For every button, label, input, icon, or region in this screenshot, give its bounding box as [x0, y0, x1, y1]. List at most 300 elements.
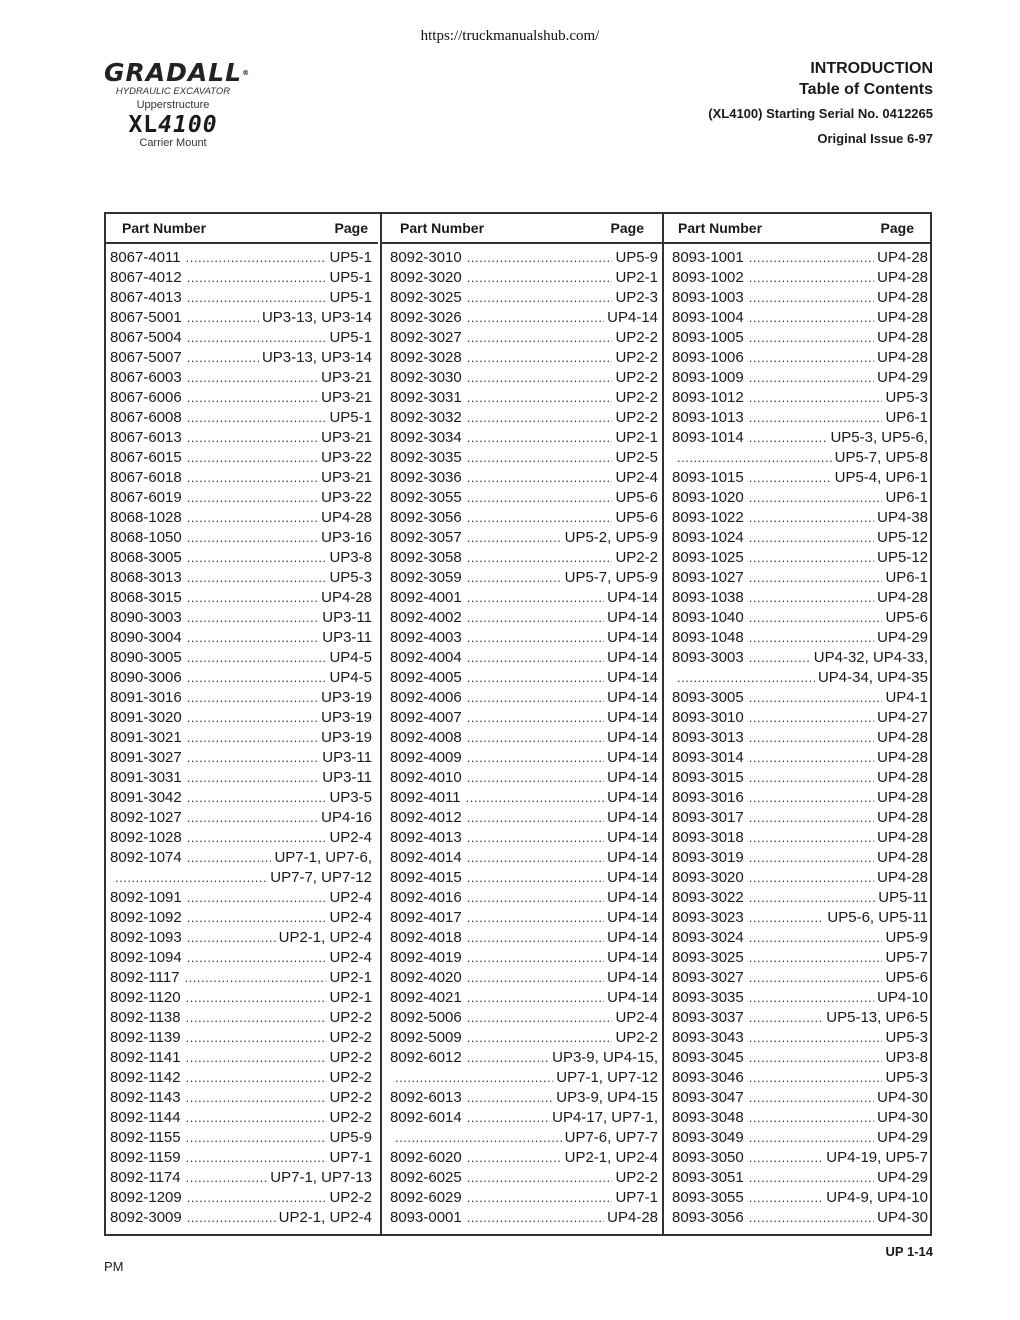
page-reference: UP2-2: [615, 1169, 658, 1186]
index-entry: [106, 1128, 378, 1148]
page-reference: UP4-14: [607, 849, 658, 866]
page-reference: UP2-1: [615, 269, 658, 286]
page-reference: UP3-8: [885, 1049, 928, 1066]
index-entry: [664, 268, 932, 288]
index-entry: [664, 408, 932, 428]
part-number: 8093-3025: [672, 949, 744, 966]
index-entry: [382, 308, 662, 328]
part-number: 8093-3013: [672, 729, 744, 746]
dot-leader: [186, 1128, 327, 1148]
page-reference: UP5-3: [885, 1029, 928, 1046]
page-reference: UP4-14: [607, 789, 658, 806]
index-entry: [664, 1208, 932, 1228]
page-reference: UP4-14: [607, 989, 658, 1006]
dot-leader: [749, 948, 883, 968]
index-entry: [382, 248, 662, 268]
dot-leader: [187, 508, 318, 528]
index-entry: [106, 608, 378, 628]
part-number: 8093-1005: [672, 329, 744, 346]
dot-leader: [187, 888, 327, 908]
index-entry: [106, 268, 378, 288]
part-number: 8093-1006: [672, 349, 744, 366]
page-reference: UP4-14: [607, 929, 658, 946]
part-number: 8092-3009: [110, 1209, 182, 1226]
part-number: 8092-3028: [390, 349, 462, 366]
part-number: 8092-3035: [390, 449, 462, 466]
index-entry: [664, 448, 932, 468]
index-entry: [382, 1208, 662, 1228]
index-entry: [664, 668, 932, 688]
dot-leader: [467, 328, 613, 348]
dot-leader: [467, 728, 604, 748]
index-entry: [382, 408, 662, 428]
part-number: 8092-6029: [390, 1189, 462, 1206]
part-number: 8092-3026: [390, 309, 462, 326]
index-entry: [106, 428, 378, 448]
page-reference: UP3-21: [321, 469, 372, 486]
dot-leader: [187, 688, 318, 708]
dot-leader: [187, 668, 327, 688]
part-number: 8090-3005: [110, 649, 182, 666]
index-entry: [382, 928, 662, 948]
index-entry: [106, 728, 378, 748]
upperstructure-label: Upperstructure: [136, 99, 210, 111]
part-number: 8092-1155: [110, 1129, 181, 1146]
dot-leader: [467, 348, 613, 368]
dot-leader: [467, 368, 613, 388]
index-entry: [382, 668, 662, 688]
part-number: 8092-4002: [390, 609, 462, 626]
part-number: 8093-3024: [672, 929, 744, 946]
part-number: 8093-3049: [672, 1129, 744, 1146]
page-reference: UP5-12: [877, 549, 928, 566]
dot-leader: [467, 588, 604, 608]
part-number: 8092-4007: [390, 709, 462, 726]
part-number: 8067-4012: [110, 269, 182, 286]
page-reference: UP5-13, UP6-5: [826, 1009, 928, 1026]
dot-leader: [749, 348, 874, 368]
dot-leader: [467, 268, 613, 288]
page-number: UP 1-14: [885, 1244, 933, 1259]
part-number: 8092-4020: [390, 969, 462, 986]
page-reference: UP7-1: [615, 1189, 658, 1206]
page-reference: UP2-4: [329, 949, 372, 966]
index-entry: [664, 788, 932, 808]
part-number: 8092-4021: [390, 989, 462, 1006]
dot-leader: [467, 408, 613, 428]
index-entry: [382, 448, 662, 468]
part-number: 8092-4018: [390, 929, 462, 946]
part-number: 8068-3013: [110, 569, 182, 586]
dot-leader: [749, 1088, 874, 1108]
page-reference: UP5-4, UP6-1: [834, 469, 928, 486]
index-entry: [106, 588, 378, 608]
dot-leader: [186, 1088, 327, 1108]
page-reference: UP4-14: [607, 829, 658, 846]
index-entry: [106, 908, 378, 928]
part-number: 8093-3055: [672, 1189, 744, 1206]
page-reference: UP2-2: [329, 1089, 372, 1106]
page-reference: UP4-28: [877, 269, 928, 286]
page-reference: UP5-6: [615, 489, 658, 506]
part-number: 8093-1015: [672, 469, 744, 486]
part-number: 8092-4011: [390, 789, 461, 806]
dot-leader: [749, 848, 874, 868]
page-reference: UP5-3: [885, 1069, 928, 1086]
dot-leader: [395, 1128, 562, 1148]
index-entry: [382, 528, 662, 548]
dot-leader: [187, 488, 318, 508]
dot-leader: [749, 1008, 824, 1028]
index-entry: [382, 288, 662, 308]
dot-leader: [749, 788, 874, 808]
index-entry: [382, 268, 662, 288]
dot-leader: [467, 808, 604, 828]
dot-leader: [467, 848, 604, 868]
part-number: 8092-3025: [390, 289, 462, 306]
page-reference: UP4-9, UP4-10: [826, 1189, 928, 1206]
index-entry: [664, 1108, 932, 1128]
index-entry: [664, 908, 932, 928]
index-entry: [664, 748, 932, 768]
part-number: 8092-3056: [390, 509, 462, 526]
part-number: 8092-4013: [390, 829, 462, 846]
part-number-heading: Part Number: [400, 220, 485, 236]
page-reference: UP4-14: [607, 709, 658, 726]
page-reference: UP4-19, UP5-7: [826, 1149, 928, 1166]
dot-leader: [749, 808, 874, 828]
index-entry: [106, 408, 378, 428]
dot-leader: [187, 928, 276, 948]
part-number: 8093-1038: [672, 589, 744, 606]
index-entry: [106, 708, 378, 728]
index-entry: [382, 488, 662, 508]
page-reference: UP2-4: [615, 469, 658, 486]
index-entry: [382, 568, 662, 588]
index-entry: [664, 1128, 932, 1148]
index-entry: [664, 968, 932, 988]
index-entry: [106, 388, 378, 408]
index-entry: [106, 968, 378, 988]
part-number: 8093-1024: [672, 529, 744, 546]
page-reference: UP5-9: [615, 249, 658, 266]
dot-leader: [749, 688, 883, 708]
page-reference: UP5-7: [885, 949, 928, 966]
dot-leader: [749, 1108, 874, 1128]
page-reference: UP2-2: [615, 409, 658, 426]
page-reference: UP6-1: [885, 569, 928, 586]
page-reference: UP4-14: [607, 949, 658, 966]
page-reference: UP4-32, UP4-33,: [813, 649, 928, 666]
index-entry: [382, 388, 662, 408]
part-number: 8093-1020: [672, 489, 744, 506]
dot-leader: [749, 1168, 874, 1188]
index-entry: [106, 1048, 378, 1068]
index-entry: [664, 488, 932, 508]
part-number: 8093-3046: [672, 1069, 744, 1086]
page-reference: UP2-4: [329, 889, 372, 906]
index-entry: [664, 388, 932, 408]
part-number: 8090-3004: [110, 629, 182, 646]
part-number: 8093-3035: [672, 989, 744, 1006]
index-entry: [664, 768, 932, 788]
part-number: 8092-3057: [390, 529, 462, 546]
dot-leader: [467, 628, 604, 648]
part-number: 8092-1093: [110, 929, 182, 946]
index-entry: [664, 568, 932, 588]
page-reference: UP3-5: [329, 789, 372, 806]
index-entry: [106, 528, 378, 548]
dot-leader: [467, 688, 604, 708]
index-entry: [664, 328, 932, 348]
index-entry: [106, 788, 378, 808]
carrier-label: Carrier Mount: [139, 137, 207, 149]
part-number: 8092-4001: [390, 589, 462, 606]
part-number: 8067-6013: [110, 429, 182, 446]
index-entry: [106, 568, 378, 588]
index-entry: [106, 308, 378, 328]
part-number: 8092-4010: [390, 769, 462, 786]
index-entry: [382, 888, 662, 908]
part-number: 8093-1027: [672, 569, 744, 586]
dot-leader: [749, 748, 874, 768]
dot-leader: [467, 1008, 613, 1028]
part-number: 8092-1094: [110, 949, 182, 966]
index-entry: [382, 1028, 662, 1048]
part-number: 8092-1142: [110, 1069, 181, 1086]
page-reference: UP5-1: [329, 249, 372, 266]
page-reference: UP4-16: [321, 809, 372, 826]
dot-leader: [186, 248, 327, 268]
document-header: [708, 58, 933, 151]
part-number: 8092-4003: [390, 629, 462, 646]
page-reference: UP5-6: [615, 509, 658, 526]
part-number: 8067-5007: [110, 349, 182, 366]
index-entry: [382, 648, 662, 668]
index-entry: [106, 1108, 378, 1128]
page-reference: UP3-16: [321, 529, 372, 546]
index-entry: [664, 1168, 932, 1188]
dot-leader: [749, 628, 874, 648]
dot-leader: [749, 1208, 874, 1228]
page-reference: UP5-9: [329, 1129, 372, 1146]
page-reference: UP4-14: [607, 649, 658, 666]
page-reference: UP2-4: [329, 829, 372, 846]
index-entry: [664, 348, 932, 368]
part-number: 8092-1091: [110, 889, 182, 906]
page-reference: UP7-1: [329, 1149, 372, 1166]
page-reference: UP5-9: [885, 929, 928, 946]
dot-leader: [467, 488, 613, 508]
index-entry: [664, 1028, 932, 1048]
page-reference: UP5-6: [885, 609, 928, 626]
page-title: Table of Contents: [799, 81, 933, 98]
dot-leader: [187, 908, 327, 928]
index-entry: [106, 1008, 378, 1028]
dot-leader: [467, 248, 613, 268]
gradall-logo: [104, 58, 251, 150]
index-entry: [382, 1008, 662, 1028]
part-number: 8093-1013: [672, 409, 744, 426]
dot-leader: [749, 828, 874, 848]
part-number: 8092-3027: [390, 329, 462, 346]
source-url[interactable]: https://truckmanualshub.com/: [420, 28, 600, 44]
dot-leader: [467, 908, 604, 928]
index-entry: [382, 608, 662, 628]
dot-leader: [187, 708, 318, 728]
dot-leader: [467, 388, 613, 408]
dot-leader: [187, 268, 327, 288]
index-entry: [106, 348, 378, 368]
dot-leader: [749, 708, 874, 728]
dot-leader: [467, 1048, 549, 1068]
dot-leader: [187, 368, 318, 388]
index-entry: [664, 608, 932, 628]
section-title: INTRODUCTION: [810, 60, 933, 77]
part-number: 8093-3045: [672, 1049, 744, 1066]
footer-mark: PM: [104, 1259, 124, 1274]
dot-leader: [187, 828, 327, 848]
page-reference: UP5-7, UP5-8: [834, 449, 928, 466]
page-reference: UP2-4: [329, 909, 372, 926]
dot-leader: [187, 948, 327, 968]
index-entry: [106, 508, 378, 528]
dot-leader: [187, 608, 320, 628]
index-entry: [382, 848, 662, 868]
page-reference: UP2-4: [615, 1009, 658, 1026]
part-number: 8067-5001: [110, 309, 182, 326]
index-entry: [664, 628, 932, 648]
page-reference: UP4-14: [607, 309, 658, 326]
page-heading: Page: [334, 220, 368, 236]
page-reference: UP5-11: [878, 889, 928, 906]
part-number: 8067-4011: [110, 249, 181, 266]
part-number: 8092-1174: [110, 1169, 181, 1186]
dot-leader: [749, 468, 832, 488]
dot-leader: [186, 1028, 327, 1048]
page-reference: UP5-1: [329, 269, 372, 286]
index-entry: [664, 528, 932, 548]
part-number: 8092-6020: [390, 1149, 462, 1166]
dot-leader: [187, 848, 272, 868]
page-reference: UP4-14: [607, 909, 658, 926]
page-reference: UP7-1, UP7-12: [556, 1069, 658, 1086]
dot-leader: [467, 448, 613, 468]
issue-label: Original Issue 6-97: [817, 131, 933, 146]
index-entry: [382, 588, 662, 608]
page-reference: UP7-1, UP7-13: [270, 1169, 372, 1186]
index-entry: [382, 708, 662, 728]
dot-leader: [749, 428, 828, 448]
dot-leader: [187, 748, 320, 768]
index-entry: [382, 788, 662, 808]
index-entry: [106, 848, 378, 868]
dot-leader: [749, 1068, 883, 1088]
page-reference: UP4-29: [877, 369, 928, 386]
page-reference: UP4-28: [877, 309, 928, 326]
index-entry: [382, 468, 662, 488]
part-number: 8093-0001: [390, 1209, 462, 1226]
dot-leader: [186, 1048, 327, 1068]
dot-leader: [467, 748, 604, 768]
dot-leader: [749, 508, 874, 528]
part-number: 8092-4008: [390, 729, 462, 746]
page-reference: UP4-28: [877, 869, 928, 886]
part-number: 8093-1004: [672, 309, 744, 326]
index-entry: [664, 288, 932, 308]
dot-leader: [749, 728, 874, 748]
page-reference: UP4-28: [321, 509, 372, 526]
index-entry: [106, 548, 378, 568]
index-entry: [106, 1208, 378, 1228]
page-reference: UP2-1: [329, 969, 372, 986]
index-entry: [106, 1068, 378, 1088]
dot-leader: [467, 888, 604, 908]
page-reference: UP4-14: [607, 749, 658, 766]
part-number: 8092-3058: [390, 549, 462, 566]
page-reference: UP4-5: [329, 669, 372, 686]
part-number: 8093-1012: [672, 389, 744, 406]
dot-leader: [187, 568, 327, 588]
dot-leader: [749, 868, 874, 888]
part-number: 8091-3016: [110, 689, 182, 706]
dot-leader: [186, 988, 327, 1008]
brand-tagline: HYDRAULIC EXCAVATOR: [115, 86, 231, 97]
model-name: XL4100: [128, 112, 218, 138]
index-entry: [664, 468, 932, 488]
part-number: 8068-3005: [110, 549, 182, 566]
part-number: 8093-3022: [672, 889, 744, 906]
part-number: 8092-6014: [390, 1109, 462, 1126]
part-number: 8093-1009: [672, 369, 744, 386]
page-reference: UP4-14: [607, 969, 658, 986]
parts-index-table: [104, 212, 932, 1236]
index-entry: [664, 868, 932, 888]
part-number: 8092-3020: [390, 269, 462, 286]
page-reference: UP2-2: [329, 1049, 372, 1066]
page-reference: UP4-14: [607, 629, 658, 646]
index-entry: [664, 1148, 932, 1168]
dot-leader: [466, 788, 605, 808]
page-reference: UP5-2, UP5-9: [564, 529, 658, 546]
index-entry: [664, 1088, 932, 1108]
index-entry: [382, 508, 662, 528]
dot-leader: [749, 408, 883, 428]
part-number: 8093-3005: [672, 689, 744, 706]
dot-leader: [677, 448, 832, 468]
index-entry: [382, 808, 662, 828]
index-entry: [106, 248, 378, 268]
dot-leader: [187, 288, 327, 308]
page-reference: UP4-1: [885, 689, 928, 706]
index-entry: [382, 1048, 662, 1068]
part-number: 8092-3055: [390, 489, 462, 506]
part-number: 8067-6015: [110, 449, 182, 466]
part-number: 8091-3031: [110, 769, 182, 786]
dot-leader: [749, 308, 874, 328]
page-reference: UP4-30: [877, 1089, 928, 1106]
dot-leader: [187, 308, 259, 328]
serial-number: (XL4100) Starting Serial No. 0412265: [708, 106, 933, 121]
dot-leader: [467, 708, 604, 728]
part-number: 8067-6006: [110, 389, 182, 406]
part-number: 8067-6008: [110, 409, 182, 426]
dot-leader: [467, 548, 613, 568]
page-reference: UP2-2: [329, 1189, 372, 1206]
index-entry: [106, 668, 378, 688]
page-reference: UP6-1: [885, 489, 928, 506]
index-entry: [106, 688, 378, 708]
